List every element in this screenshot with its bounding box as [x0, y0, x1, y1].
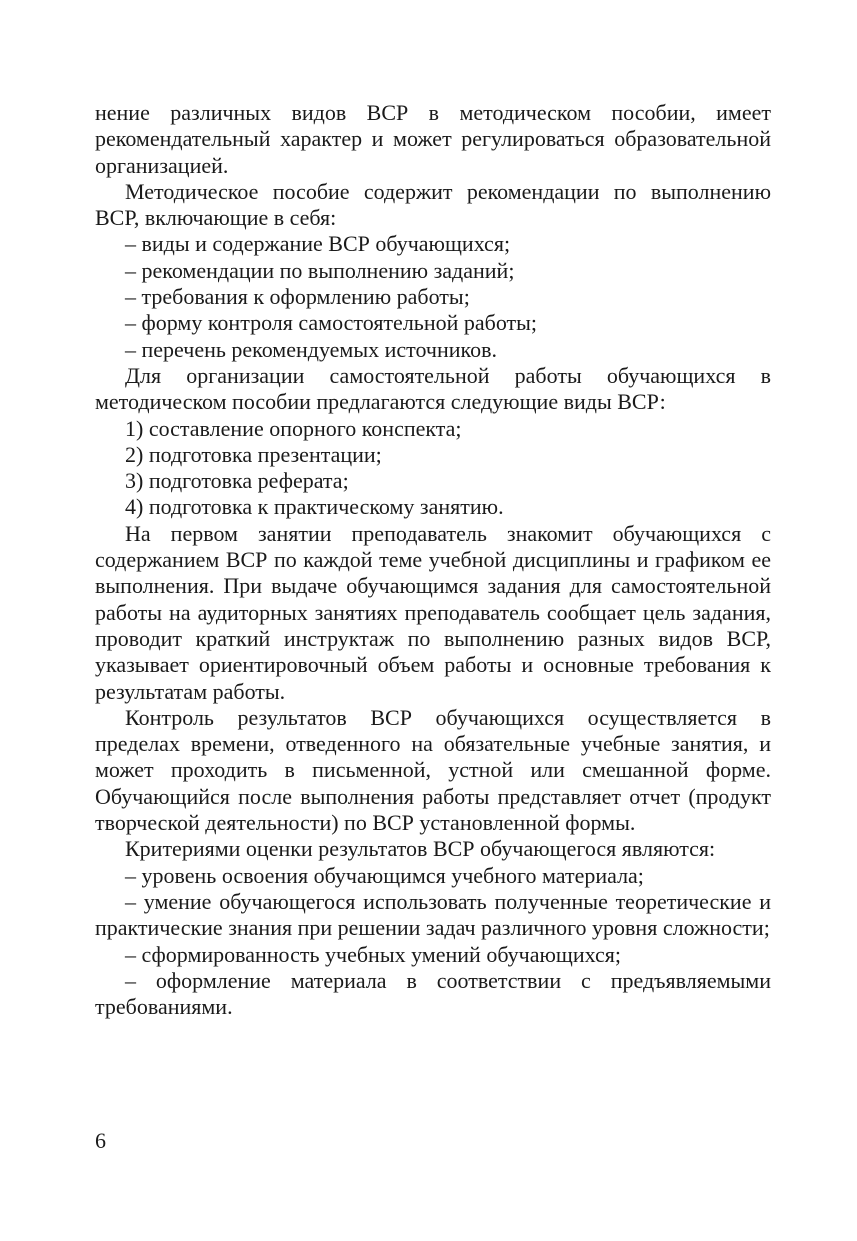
list-item: – виды и содержание ВСР обучающихся; [125, 231, 511, 257]
body-text [95, 100, 771, 1020]
list-item: – оформление материала в соответствии с предъявляемыми требованиями. [95, 967, 771, 1020]
paragraph-intro-continuation: нение различных видов ВСР в методическом пособии, имеет рекомендательный характер и может регулироваться образовательной организацией. [95, 100, 771, 178]
contents-list [95, 231, 771, 362]
paragraph-first-lesson: На первом занятии преподаватель знакомит обучающихся с содержанием ВСР по каждой теме учебной дисциплины и графиком ее выполнения. При выдаче обучающимся задания для самостоятельной работы на аудиторных занятиях преподаватель сообщает цель задания, проводит краткий инструктаж по выполнению разных видов ВСР, указывает ориентировочный объем работы и основные требования к результатам работы. [95, 520, 771, 704]
list-item: – уровень освоения обучающимся учебного материала; [125, 862, 644, 888]
list-item: 2) подготовка презентации; [125, 441, 382, 467]
page-number: 6 [95, 1128, 106, 1153]
list-item: – рекомендации по выполнению заданий; [125, 257, 515, 283]
list-item: – перечень рекомендуемых источников. [125, 336, 498, 362]
paragraph-control: Контроль результатов ВСР обучающихся осуществляется в пределах времени, отведенного на обязательные учебные занятия, и может проходить в письменной, устной или смешанной форме. Обучающийся после выполнения работы представляет отчет (продукт творческой деятельности) по ВСР установленной формы. [95, 704, 771, 836]
list-item: 3) подготовка реферата; [125, 468, 349, 494]
paragraph-types-intro: Для организации самостоятельной работы обучающихся в методическом пособии предлагаются следующие виды ВСР: [95, 362, 771, 415]
criteria-list [95, 863, 771, 1021]
list-item: – умение обучающегося использовать полученные теоретические и практические знания при решении задач различного уровня сложности; [95, 888, 771, 941]
list-item: – форму контроля самостоятельной работы; [125, 310, 538, 336]
types-list [95, 416, 771, 521]
paragraph-criteria-intro: Критериями оценки результатов ВСР обучающегося являются: [125, 836, 716, 862]
paragraph-contents-intro: Методическое пособие содержит рекомендации по выполнению ВСР, включающие в себя: [95, 178, 771, 231]
list-item: 4) подготовка к практическому занятию. [125, 494, 504, 520]
list-item: – сформированность учебных умений обучающихся; [125, 941, 622, 967]
list-item: – требования к оформлению работы; [125, 284, 470, 310]
list-item: 1) составление опорного конспекта; [125, 415, 462, 441]
